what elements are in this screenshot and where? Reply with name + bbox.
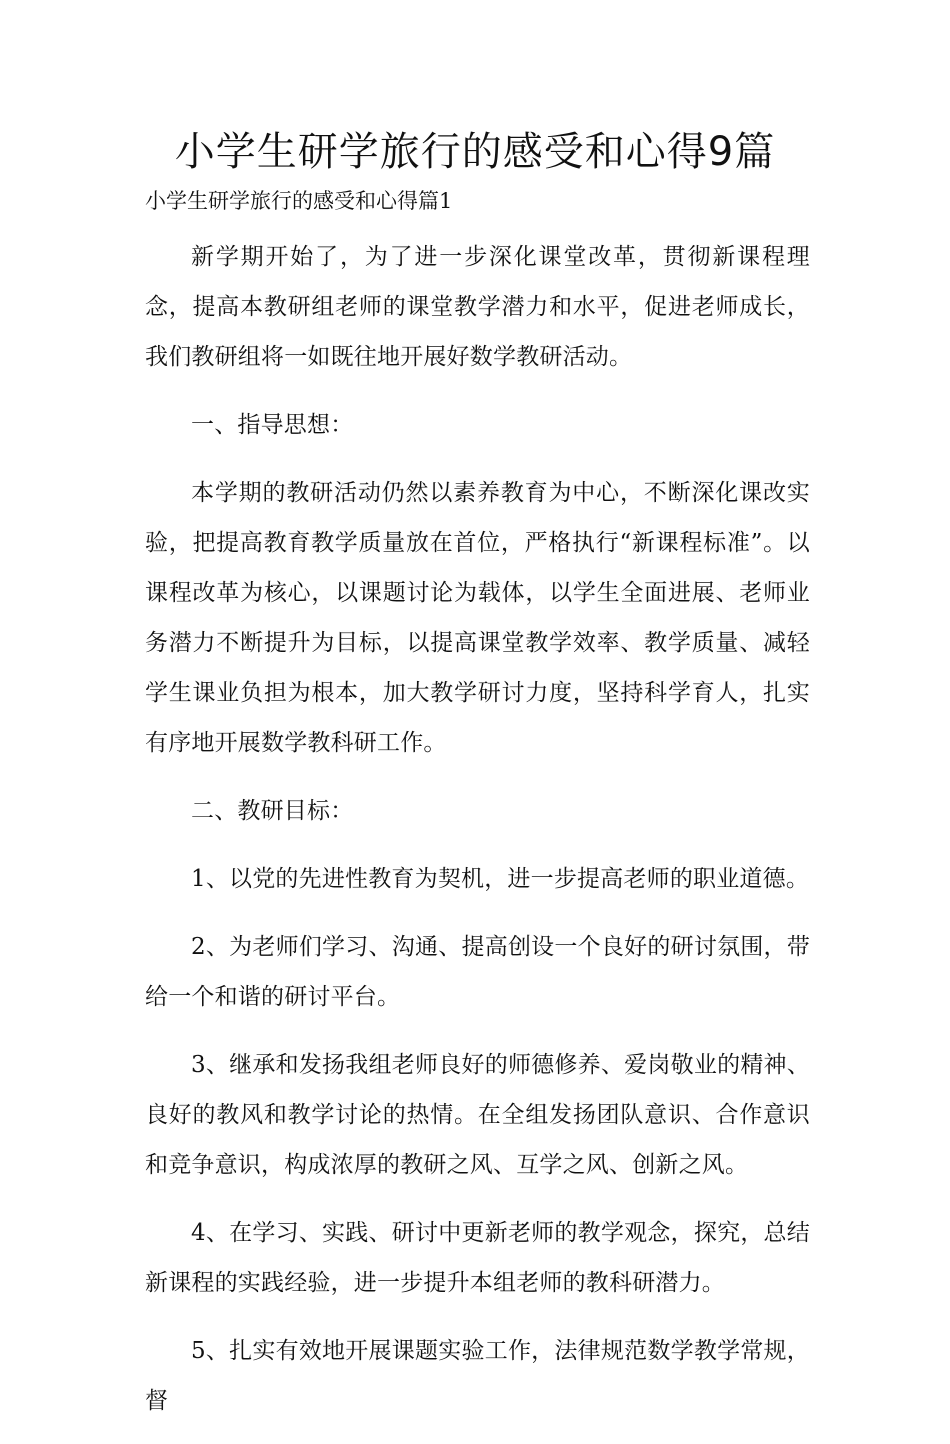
goal-item-3: 3、继承和发扬我组老师良好的师德修养、爱岗敬业的精神、良好的教风和教学讨论的热情。在全组发扬团队意识、合作意识和竞争意识，构成浓厚的教研之风、互学之风、创新之风。 bbox=[145, 1052, 810, 1178]
heading-guiding-thought: 一、指导思想： bbox=[191, 412, 354, 438]
goal-item-5: 5、扎实有效地开展课题实验工作，法律规范数学教学常规，督 bbox=[145, 1338, 810, 1414]
paragraph-intro: 新学期开始了，为了进一步深化课堂改革，贯彻新课程理念，提高本教研组老师的课堂教学潜力和水平，促进老师成长，我们教研组将一如既往地开展好数学教研活动。 bbox=[145, 244, 810, 370]
document-body bbox=[145, 232, 810, 1444]
goal-item-4: 4、在学习、实践、研讨中更新老师的教学观念，探究，总结新课程的实践经验，进一步提升本组老师的教科研潜力。 bbox=[145, 1220, 810, 1296]
section-subtitle: 小学生研学旅行的感受和心得篇1 bbox=[145, 189, 453, 213]
goal-item-1: 1、以党的先进性教育为契机，进一步提高老师的职业道德。 bbox=[191, 866, 810, 892]
paragraph-guiding-thought: 本学期的教研活动仍然以素养教育为中心，不断深化课改实验，把提高教育教学质量放在首位，严格执行“新课程标准”。以课程改革为核心，以课题讨论为载体，以学生全面进展、老师业务潜力不断提升为目标，以提高课堂教学效率、教学质量、减轻学生课业负担为根本，加大教学研讨力度，坚持科学育人，扎实有序地开展数学教科研工作。 bbox=[145, 480, 810, 756]
goal-item-2: 2、为老师们学习、沟通、提高创设一个良好的研讨氛围，带给一个和谐的研讨平台。 bbox=[145, 934, 810, 1010]
document-title: 小学生研学旅行的感受和心得9篇 bbox=[174, 129, 776, 175]
heading-research-goals: 二、教研目标： bbox=[191, 798, 354, 824]
